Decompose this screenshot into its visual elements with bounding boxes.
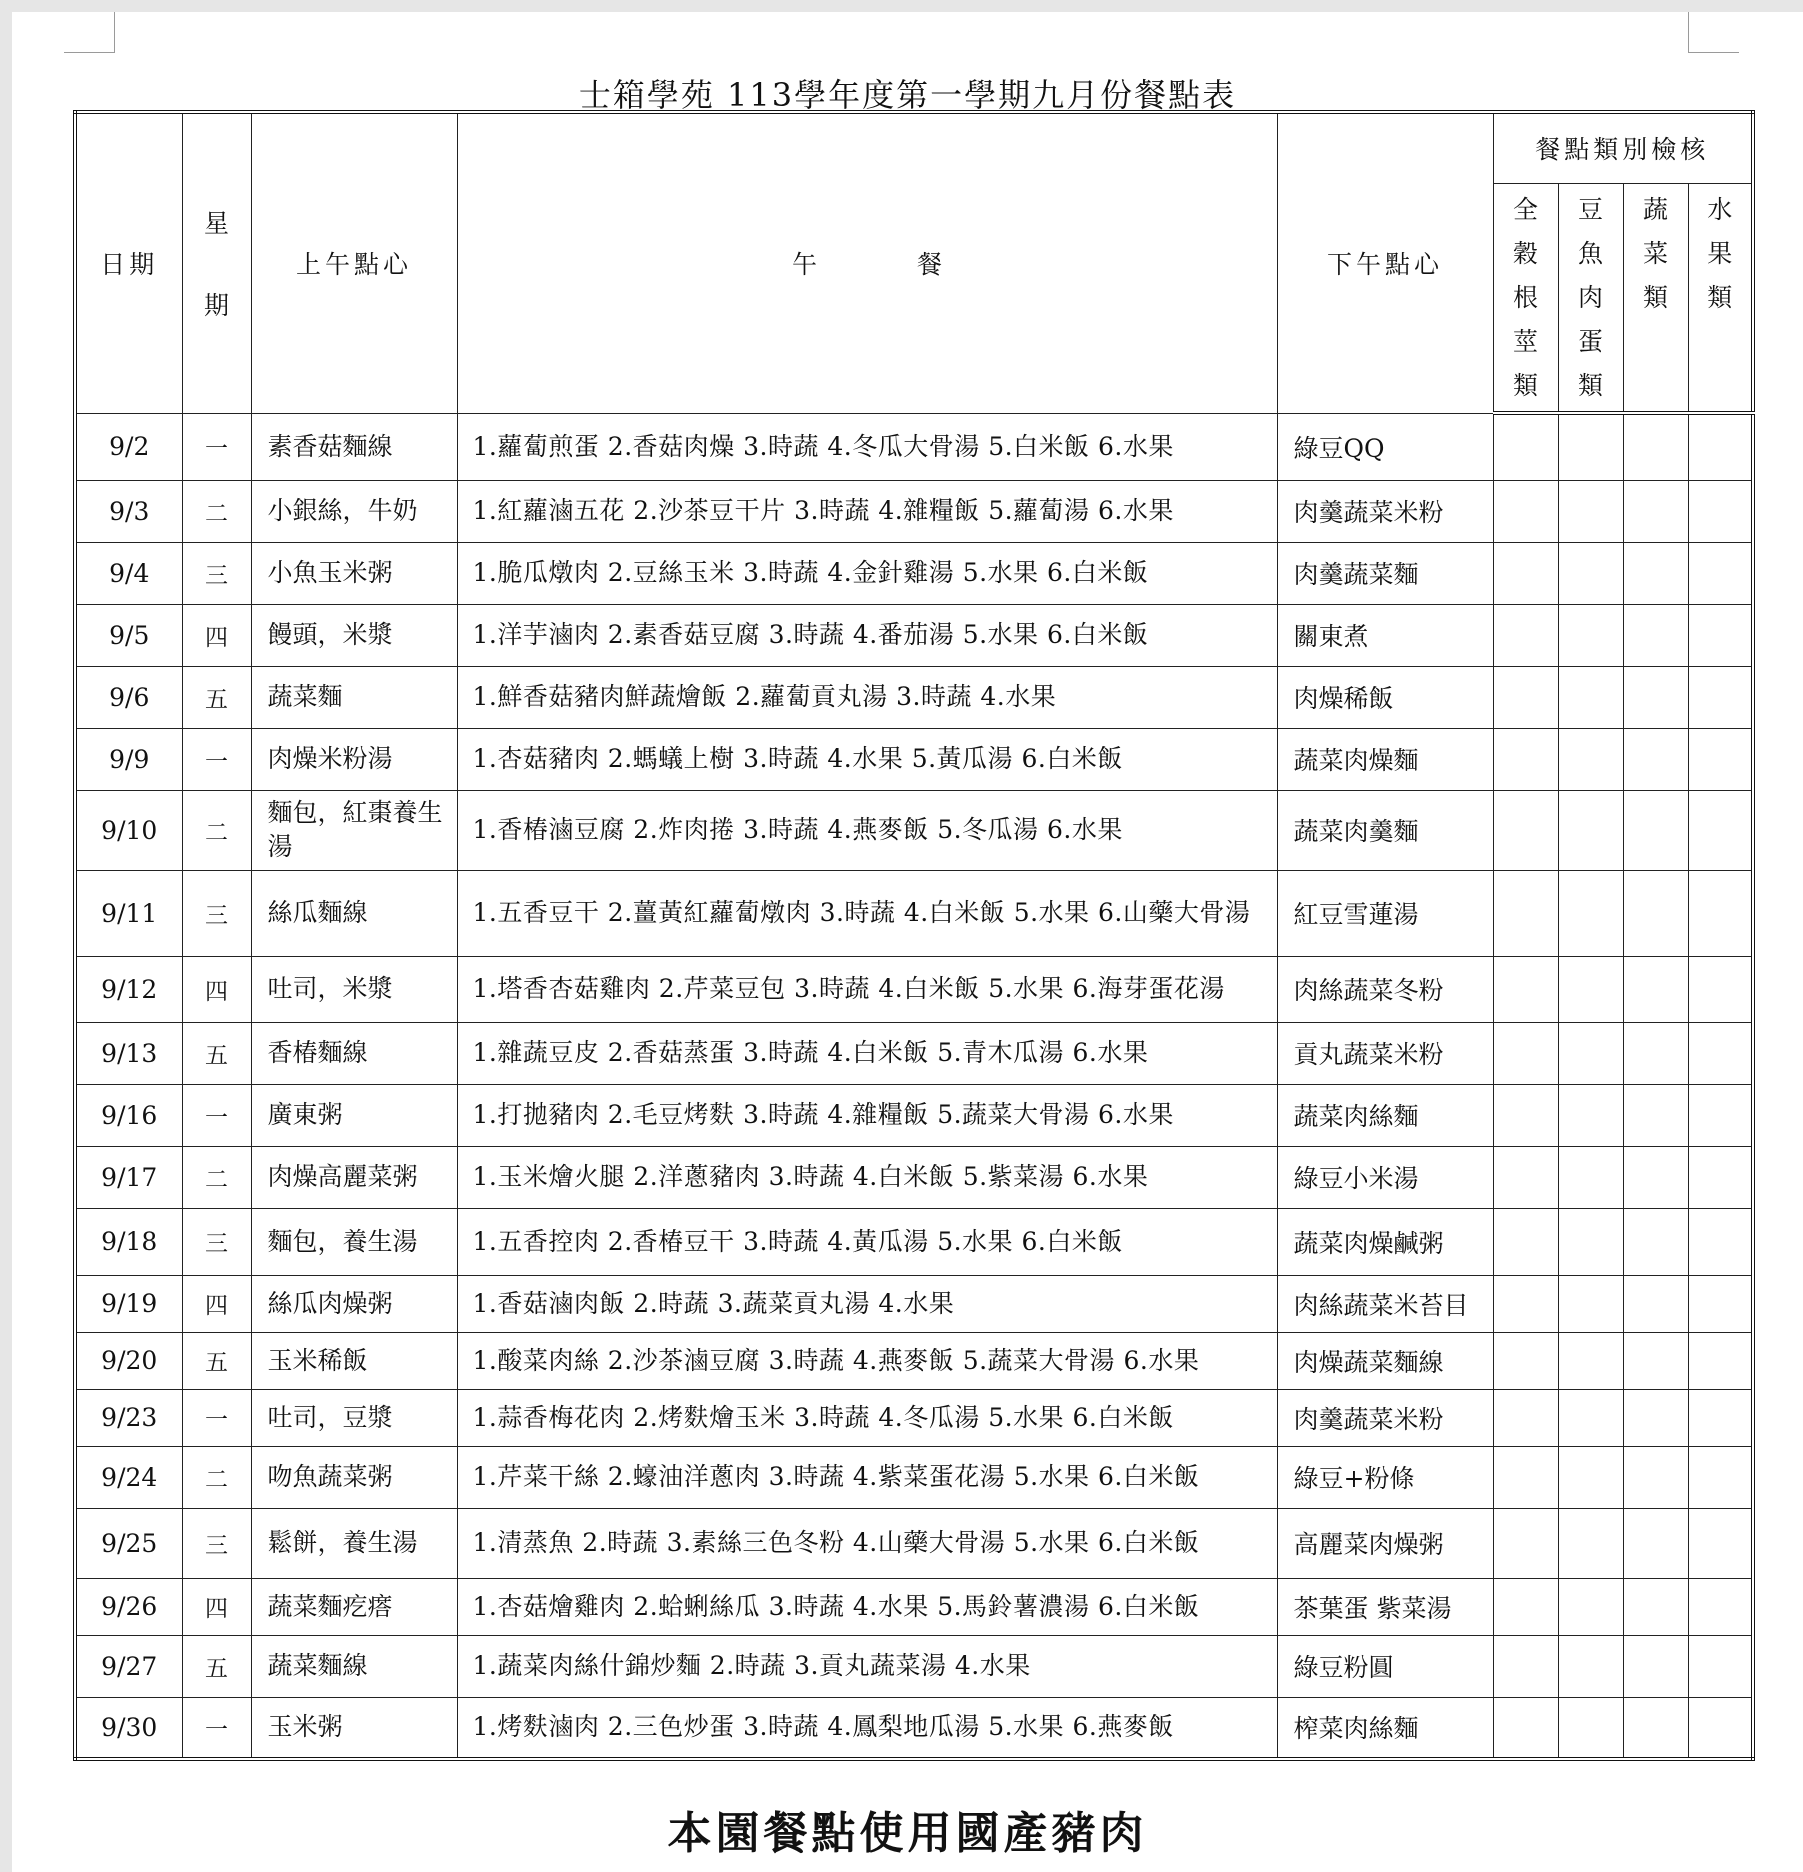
check-cell[interactable]	[1688, 1275, 1753, 1332]
weekday-cell: 四	[182, 1578, 251, 1635]
check-cell[interactable]	[1623, 542, 1688, 604]
check-cell[interactable]	[1688, 1578, 1753, 1635]
afternoon-snack-cell: 綠豆+粉條	[1277, 1446, 1493, 1508]
table-row	[75, 1332, 1753, 1389]
morning-snack-cell: 玉米稀飯	[251, 1332, 457, 1389]
afternoon-snack-cell: 綠豆粉圓	[1277, 1635, 1493, 1697]
header-check-group: 餐點類別檢核	[1493, 112, 1753, 183]
date-cell: 9/9	[75, 728, 182, 790]
afternoon-snack-cell: 綠豆QQ	[1277, 413, 1493, 480]
afternoon-snack-cell: 茶葉蛋 紫菜湯	[1277, 1578, 1493, 1635]
weekday-cell: 五	[182, 1022, 251, 1084]
table-row	[75, 790, 1753, 870]
check-cell[interactable]	[1688, 956, 1753, 1022]
check-cell[interactable]	[1558, 1508, 1623, 1578]
date-cell: 9/4	[75, 542, 182, 604]
afternoon-snack-cell: 肉羹蔬菜米粉	[1277, 480, 1493, 542]
date-cell: 9/26	[75, 1578, 182, 1635]
header-protein	[1558, 183, 1623, 413]
table-row	[75, 728, 1753, 790]
morning-snack-cell: 絲瓜麵線	[251, 870, 457, 956]
lunch-cell: 1.酸菜肉絲 2.沙茶滷豆腐 3.時蔬 4.燕麥飯 5.蔬菜大骨湯 6.水果	[457, 1332, 1277, 1389]
weekday-cell: 三	[182, 542, 251, 604]
afternoon-snack-cell: 榨菜肉絲麵	[1277, 1697, 1493, 1759]
check-cell[interactable]	[1623, 870, 1688, 956]
date-cell: 9/27	[75, 1635, 182, 1697]
afternoon-snack-cell: 蔬菜肉絲麵	[1277, 1084, 1493, 1146]
header-char: 蛋	[1577, 326, 1603, 356]
check-cell[interactable]	[1493, 1578, 1558, 1635]
morning-snack-cell: 廣東粥	[251, 1084, 457, 1146]
header-date: 日期	[75, 112, 182, 413]
lunch-cell: 1.五香控肉 2.香椿豆干 3.時蔬 4.黃瓜湯 5.水果 6.白米飯	[457, 1208, 1277, 1275]
table-row	[75, 604, 1753, 666]
morning-snack-cell: 素香菇麵線	[251, 413, 457, 480]
header-grains	[1493, 183, 1558, 413]
lunch-cell: 1.清蒸魚 2.時蔬 3.素絲三色冬粉 4.山藥大骨湯 5.水果 6.白米飯	[457, 1508, 1277, 1578]
morning-snack-cell: 肉燥高麗菜粥	[251, 1146, 457, 1208]
header-char: 水	[1707, 194, 1733, 224]
check-cell[interactable]	[1493, 604, 1558, 666]
weekday-cell: 三	[182, 1508, 251, 1578]
check-cell[interactable]	[1688, 480, 1753, 542]
weekday-cell: 二	[182, 1446, 251, 1508]
table-row	[75, 480, 1753, 542]
check-cell[interactable]	[1493, 790, 1558, 870]
header-char: 魚	[1577, 238, 1603, 268]
check-cell[interactable]	[1623, 1389, 1688, 1446]
check-cell[interactable]	[1558, 790, 1623, 870]
date-cell: 9/13	[75, 1022, 182, 1084]
check-cell[interactable]	[1558, 728, 1623, 790]
afternoon-snack-cell: 肉燥稀飯	[1277, 666, 1493, 728]
check-cell[interactable]	[1493, 666, 1558, 728]
lunch-cell: 1.脆瓜燉肉 2.豆絲玉米 3.時蔬 4.金針雞湯 5.水果 6.白米飯	[457, 542, 1277, 604]
weekday-cell: 四	[182, 956, 251, 1022]
margin-mark-top-right	[1688, 12, 1739, 53]
check-cell[interactable]	[1558, 1022, 1623, 1084]
check-cell[interactable]	[1558, 1697, 1623, 1759]
afternoon-snack-cell: 肉燥蔬菜麵線	[1277, 1332, 1493, 1389]
document-title: 士箱學苑 113學年度第一學期九月份餐點表	[578, 76, 1237, 114]
check-cell[interactable]	[1493, 480, 1558, 542]
weekday-cell: 五	[182, 1332, 251, 1389]
lunch-cell: 1.芹菜干絲 2.蠔油洋蔥肉 3.時蔬 4.紫菜蛋花湯 5.水果 6.白米飯	[457, 1446, 1277, 1508]
weekday-cell: 一	[182, 413, 251, 480]
header-afternoon-snack: 下午點心	[1277, 112, 1493, 413]
check-cell[interactable]	[1688, 1332, 1753, 1389]
check-cell[interactable]	[1623, 480, 1688, 542]
check-cell[interactable]	[1493, 956, 1558, 1022]
weekday-cell: 二	[182, 790, 251, 870]
check-cell[interactable]	[1493, 1635, 1558, 1697]
check-cell[interactable]	[1623, 1275, 1688, 1332]
footer-note: 本園餐點使用國產豬肉	[667, 1808, 1148, 1859]
afternoon-snack-cell: 綠豆小米湯	[1277, 1146, 1493, 1208]
check-cell[interactable]	[1623, 1635, 1688, 1697]
table-row	[75, 1389, 1753, 1446]
lunch-cell: 1.打拋豬肉 2.毛豆烤麩 3.時蔬 4.雜糧飯 5.蔬菜大骨湯 6.水果	[457, 1084, 1277, 1146]
lunch-cell: 1.鮮香菇豬肉鮮蔬燴飯 2.蘿蔔貢丸湯 3.時蔬 4.水果	[457, 666, 1277, 728]
header-char: 類	[1512, 370, 1538, 400]
weekday-cell: 二	[182, 480, 251, 542]
check-cell[interactable]	[1493, 1084, 1558, 1146]
date-cell: 9/20	[75, 1332, 182, 1389]
date-cell: 9/6	[75, 666, 182, 728]
check-cell[interactable]	[1623, 604, 1688, 666]
weekday-cell: 五	[182, 1635, 251, 1697]
check-cell[interactable]	[1623, 790, 1688, 870]
table-row	[75, 1635, 1753, 1697]
morning-snack-cell: 麵包，紅棗養生湯	[251, 790, 457, 870]
weekday-cell: 二	[182, 1146, 251, 1208]
morning-snack-cell: 吐司，豆漿	[251, 1389, 457, 1446]
lunch-cell: 1.五香豆干 2.薑黃紅蘿蔔燉肉 3.時蔬 4.白米飯 5.水果 6.山藥大骨湯	[457, 870, 1277, 956]
check-cell[interactable]	[1623, 1146, 1688, 1208]
table-row	[75, 1146, 1753, 1208]
date-cell: 9/24	[75, 1446, 182, 1508]
lunch-cell: 1.洋芋滷肉 2.素香菇豆腐 3.時蔬 4.番茄湯 5.水果 6.白米飯	[457, 604, 1277, 666]
check-cell[interactable]	[1558, 1332, 1623, 1389]
check-cell[interactable]	[1558, 413, 1623, 480]
check-cell[interactable]	[1688, 413, 1753, 480]
lunch-cell: 1.塔香杏菇雞肉 2.芹菜豆包 3.時蔬 4.白米飯 5.水果 6.海芽蛋花湯	[457, 956, 1277, 1022]
afternoon-snack-cell: 肉羹蔬菜麵	[1277, 542, 1493, 604]
lunch-cell: 1.杏菇燴雞肉 2.蛤蜊絲瓜 3.時蔬 4.水果 5.馬鈴薯濃湯 6.白米飯	[457, 1578, 1277, 1635]
check-cell[interactable]	[1558, 1084, 1623, 1146]
header-char: 蔬	[1642, 194, 1668, 224]
check-cell[interactable]	[1493, 1208, 1558, 1275]
table-row	[75, 956, 1753, 1022]
lunch-cell: 1.蒜香梅花肉 2.烤麩燴玉米 3.時蔬 4.冬瓜湯 5.水果 6.白米飯	[457, 1389, 1277, 1446]
lunch-cell: 1.玉米燴火腿 2.洋蔥豬肉 3.時蔬 4.白米飯 5.紫菜湯 6.水果	[457, 1146, 1277, 1208]
lunch-cell: 1.杏菇豬肉 2.螞蟻上樹 3.時蔬 4.水果 5.黃瓜湯 6.白米飯	[457, 728, 1277, 790]
check-cell[interactable]	[1688, 1208, 1753, 1275]
morning-snack-cell: 玉米粥	[251, 1697, 457, 1759]
header-weekday-top: 星	[203, 209, 229, 239]
check-cell[interactable]	[1493, 1146, 1558, 1208]
check-cell[interactable]	[1688, 666, 1753, 728]
check-cell[interactable]	[1493, 1389, 1558, 1446]
table-row	[75, 1508, 1753, 1578]
lunch-cell: 1.蘿蔔煎蛋 2.香菇肉燥 3.時蔬 4.冬瓜大骨湯 5.白米飯 6.水果	[457, 413, 1277, 480]
table-row	[75, 1084, 1753, 1146]
check-cell[interactable]	[1493, 1275, 1558, 1332]
check-cell[interactable]	[1688, 1697, 1753, 1759]
check-cell[interactable]	[1493, 870, 1558, 956]
afternoon-snack-cell: 肉羹蔬菜米粉	[1277, 1389, 1493, 1446]
afternoon-snack-cell: 肉絲蔬菜米苔目	[1277, 1275, 1493, 1332]
afternoon-snack-cell: 蔬菜肉燥麵	[1277, 728, 1493, 790]
check-cell[interactable]	[1558, 542, 1623, 604]
date-cell: 9/12	[75, 956, 182, 1022]
check-cell[interactable]	[1493, 1022, 1558, 1084]
margin-mark-top-left	[64, 12, 115, 53]
morning-snack-cell: 吐司，米漿	[251, 956, 457, 1022]
header-lunch: 午 餐	[457, 112, 1277, 413]
date-cell: 9/2	[75, 413, 182, 480]
morning-snack-cell: 絲瓜肉燥粥	[251, 1275, 457, 1332]
check-cell[interactable]	[1688, 1022, 1753, 1084]
date-cell: 9/10	[75, 790, 182, 870]
table-row	[75, 1208, 1753, 1275]
check-cell[interactable]	[1623, 1332, 1688, 1389]
morning-snack-cell: 麵包，養生湯	[251, 1208, 457, 1275]
check-cell[interactable]	[1558, 604, 1623, 666]
check-cell[interactable]	[1688, 1146, 1753, 1208]
morning-snack-cell: 吻魚蔬菜粥	[251, 1446, 457, 1508]
check-cell[interactable]	[1688, 790, 1753, 870]
afternoon-snack-cell: 紅豆雪蓮湯	[1277, 870, 1493, 956]
header-char: 莖	[1512, 326, 1538, 356]
table-row	[75, 1446, 1753, 1508]
weekday-cell: 四	[182, 1275, 251, 1332]
check-cell[interactable]	[1558, 956, 1623, 1022]
table-row	[75, 870, 1753, 956]
date-cell: 9/19	[75, 1275, 182, 1332]
check-cell[interactable]	[1558, 1275, 1623, 1332]
check-cell[interactable]	[1688, 1635, 1753, 1697]
table-row	[75, 542, 1753, 604]
afternoon-snack-cell: 高麗菜肉燥粥	[1277, 1508, 1493, 1578]
check-cell[interactable]	[1623, 1022, 1688, 1084]
header-char: 類	[1707, 282, 1733, 312]
check-cell[interactable]	[1688, 1446, 1753, 1508]
morning-snack-cell: 蔬菜麵疙瘩	[251, 1578, 457, 1635]
check-cell[interactable]	[1623, 728, 1688, 790]
date-cell: 9/30	[75, 1697, 182, 1759]
check-cell[interactable]	[1688, 604, 1753, 666]
header-weekday-bottom: 期	[203, 291, 229, 321]
afternoon-snack-cell: 蔬菜肉燥鹹粥	[1277, 1208, 1493, 1275]
check-cell[interactable]	[1623, 1208, 1688, 1275]
lunch-cell: 1.紅蘿滷五花 2.沙茶豆干片 3.時蔬 4.雜糧飯 5.蘿蔔湯 6.水果	[457, 480, 1277, 542]
afternoon-snack-cell: 關東煮	[1277, 604, 1493, 666]
date-cell: 9/17	[75, 1146, 182, 1208]
date-cell: 9/25	[75, 1508, 182, 1578]
header-morning-snack: 上午點心	[251, 112, 457, 413]
check-cell[interactable]	[1558, 1208, 1623, 1275]
lunch-cell: 1.雜蔬豆皮 2.香菇蒸蛋 3.時蔬 4.白米飯 5.青木瓜湯 6.水果	[457, 1022, 1277, 1084]
check-cell[interactable]	[1688, 542, 1753, 604]
check-cell[interactable]	[1558, 1578, 1623, 1635]
header-char: 豆	[1577, 194, 1603, 224]
meal-rows	[75, 413, 1753, 1759]
morning-snack-cell: 肉燥米粉湯	[251, 728, 457, 790]
morning-snack-cell: 蔬菜麵	[251, 666, 457, 728]
weekday-cell: 五	[182, 666, 251, 728]
check-cell[interactable]	[1623, 1508, 1688, 1578]
morning-snack-cell: 香椿麵線	[251, 1022, 457, 1084]
check-cell[interactable]	[1623, 1697, 1688, 1759]
check-cell[interactable]	[1493, 1446, 1558, 1508]
check-cell[interactable]	[1493, 728, 1558, 790]
table-row	[75, 1275, 1753, 1332]
check-cell[interactable]	[1688, 1084, 1753, 1146]
header-char: 穀	[1512, 238, 1538, 268]
check-cell[interactable]	[1623, 956, 1688, 1022]
check-cell[interactable]	[1558, 870, 1623, 956]
check-cell[interactable]	[1493, 413, 1558, 480]
afternoon-snack-cell: 貢丸蔬菜米粉	[1277, 1022, 1493, 1084]
weekday-cell: 三	[182, 1208, 251, 1275]
date-cell: 9/18	[75, 1208, 182, 1275]
check-cell[interactable]	[1688, 728, 1753, 790]
check-cell[interactable]	[1623, 1446, 1688, 1508]
check-cell[interactable]	[1558, 480, 1623, 542]
check-cell[interactable]	[1558, 1446, 1623, 1508]
check-cell[interactable]	[1493, 542, 1558, 604]
table-row	[75, 413, 1753, 480]
check-cell[interactable]	[1558, 1389, 1623, 1446]
morning-snack-cell: 小魚玉米粥	[251, 542, 457, 604]
afternoon-snack-cell: 蔬菜肉羹麵	[1277, 790, 1493, 870]
date-cell: 9/5	[75, 604, 182, 666]
header-char: 類	[1642, 282, 1668, 312]
table-row	[75, 1578, 1753, 1635]
check-cell[interactable]	[1558, 1146, 1623, 1208]
check-cell[interactable]	[1558, 666, 1623, 728]
header-char: 肉	[1577, 282, 1603, 312]
check-cell[interactable]	[1623, 413, 1688, 480]
weekday-cell: 四	[182, 604, 251, 666]
header-char: 類	[1577, 370, 1603, 400]
date-cell: 9/23	[75, 1389, 182, 1446]
weekday-cell: 一	[182, 1389, 251, 1446]
check-cell[interactable]	[1493, 1508, 1558, 1578]
weekday-cell: 三	[182, 870, 251, 956]
weekday-cell: 一	[182, 1084, 251, 1146]
check-cell[interactable]	[1623, 1084, 1688, 1146]
morning-snack-cell: 小銀絲，牛奶	[251, 480, 457, 542]
morning-snack-cell: 鬆餅，養生湯	[251, 1508, 457, 1578]
morning-snack-cell: 蔬菜麵線	[251, 1635, 457, 1697]
check-cell[interactable]	[1688, 870, 1753, 956]
document-page	[12, 12, 1803, 1872]
header-fruits	[1688, 183, 1753, 413]
lunch-cell: 1.香菇滷肉飯 2.時蔬 3.蔬菜貢丸湯 4.水果	[457, 1275, 1277, 1332]
date-cell: 9/11	[75, 870, 182, 956]
afternoon-snack-cell: 肉絲蔬菜冬粉	[1277, 956, 1493, 1022]
check-cell[interactable]	[1493, 1697, 1558, 1759]
check-cell[interactable]	[1623, 1578, 1688, 1635]
morning-snack-cell: 饅頭，米漿	[251, 604, 457, 666]
check-cell[interactable]	[1688, 1508, 1753, 1578]
table-row	[75, 666, 1753, 728]
header-vegetables	[1623, 183, 1688, 413]
meal-schedule-table	[73, 110, 1755, 1761]
check-cell[interactable]	[1623, 666, 1688, 728]
date-cell: 9/3	[75, 480, 182, 542]
lunch-cell: 1.香椿滷豆腐 2.炸肉捲 3.時蔬 4.燕麥飯 5.冬瓜湯 6.水果	[457, 790, 1277, 870]
date-cell: 9/16	[75, 1084, 182, 1146]
header-char: 果	[1707, 238, 1733, 268]
weekday-cell: 一	[182, 728, 251, 790]
weekday-cell: 一	[182, 1697, 251, 1759]
check-cell[interactable]	[1558, 1635, 1623, 1697]
table-row	[75, 1697, 1753, 1759]
header-char: 全	[1512, 194, 1538, 224]
check-cell[interactable]	[1688, 1389, 1753, 1446]
header-char: 根	[1512, 282, 1538, 312]
lunch-cell: 1.烤麩滷肉 2.三色炒蛋 3.時蔬 4.鳳梨地瓜湯 5.水果 6.燕麥飯	[457, 1697, 1277, 1759]
header-char: 菜	[1642, 238, 1668, 268]
check-cell[interactable]	[1493, 1332, 1558, 1389]
header-weekday	[182, 112, 251, 413]
lunch-cell: 1.蔬菜肉絲什錦炒麵 2.時蔬 3.貢丸蔬菜湯 4.水果	[457, 1635, 1277, 1697]
table-row	[75, 1022, 1753, 1084]
